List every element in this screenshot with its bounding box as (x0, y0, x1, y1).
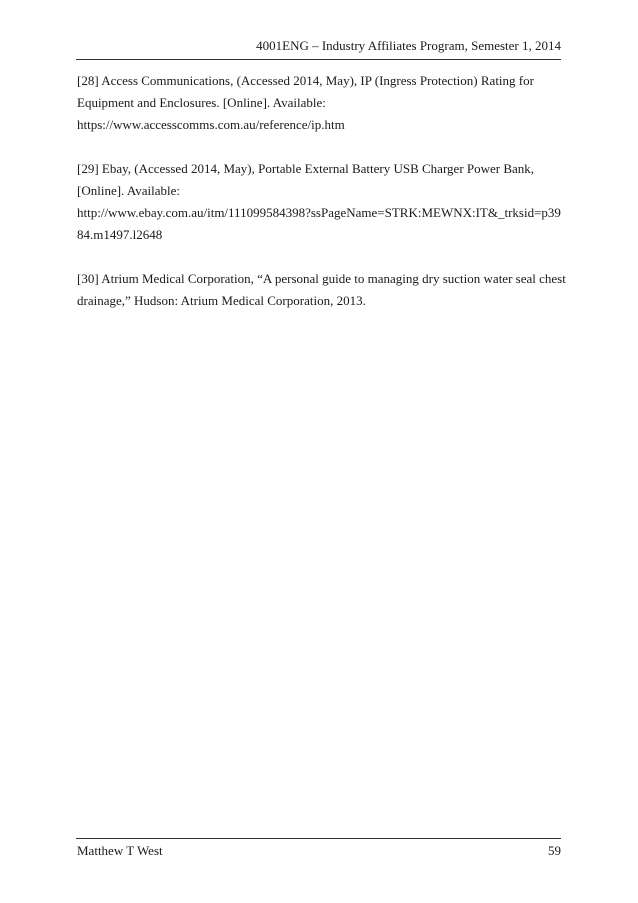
reference-line: [Online]. Available: (77, 183, 181, 198)
reference-item-30 (77, 268, 566, 312)
reference-line: [28] Access Communications, (Accessed 2014, May), IP (Ingress Protection) Rating for (77, 73, 534, 88)
reference-line: Equipment and Enclosures. [Online]. Available: (77, 95, 326, 110)
page-number: 59 (548, 843, 561, 858)
footer-author: Matthew T West (77, 843, 163, 858)
reference-item-29 (77, 158, 561, 246)
reference-line: [29] Ebay, (Accessed 2014, May), Portable External Battery USB Charger Power Bank, (77, 161, 535, 176)
reference-url: https://www.accesscomms.com.au/reference/ip.htm (77, 117, 345, 132)
reference-item-28 (77, 70, 561, 136)
footer-divider (76, 838, 561, 839)
header-divider (76, 59, 561, 60)
reference-line: [30] Atrium Medical Corporation, “A personal guide to managing dry suction water seal chest (77, 271, 566, 286)
reference-url-continued: 84.m1497.l2648 (77, 227, 163, 242)
reference-line: drainage,” Hudson: Atrium Medical Corporation, 2013. (77, 293, 366, 308)
reference-url: http://www.ebay.com.au/itm/111099584398?ssPageName=STRK:MEWNX:IT&_trksid=p39 (77, 205, 561, 220)
page-header: 4001ENG – Industry Affiliates Program, Semester 1, 2014 (256, 38, 561, 53)
reference-list (77, 70, 566, 334)
